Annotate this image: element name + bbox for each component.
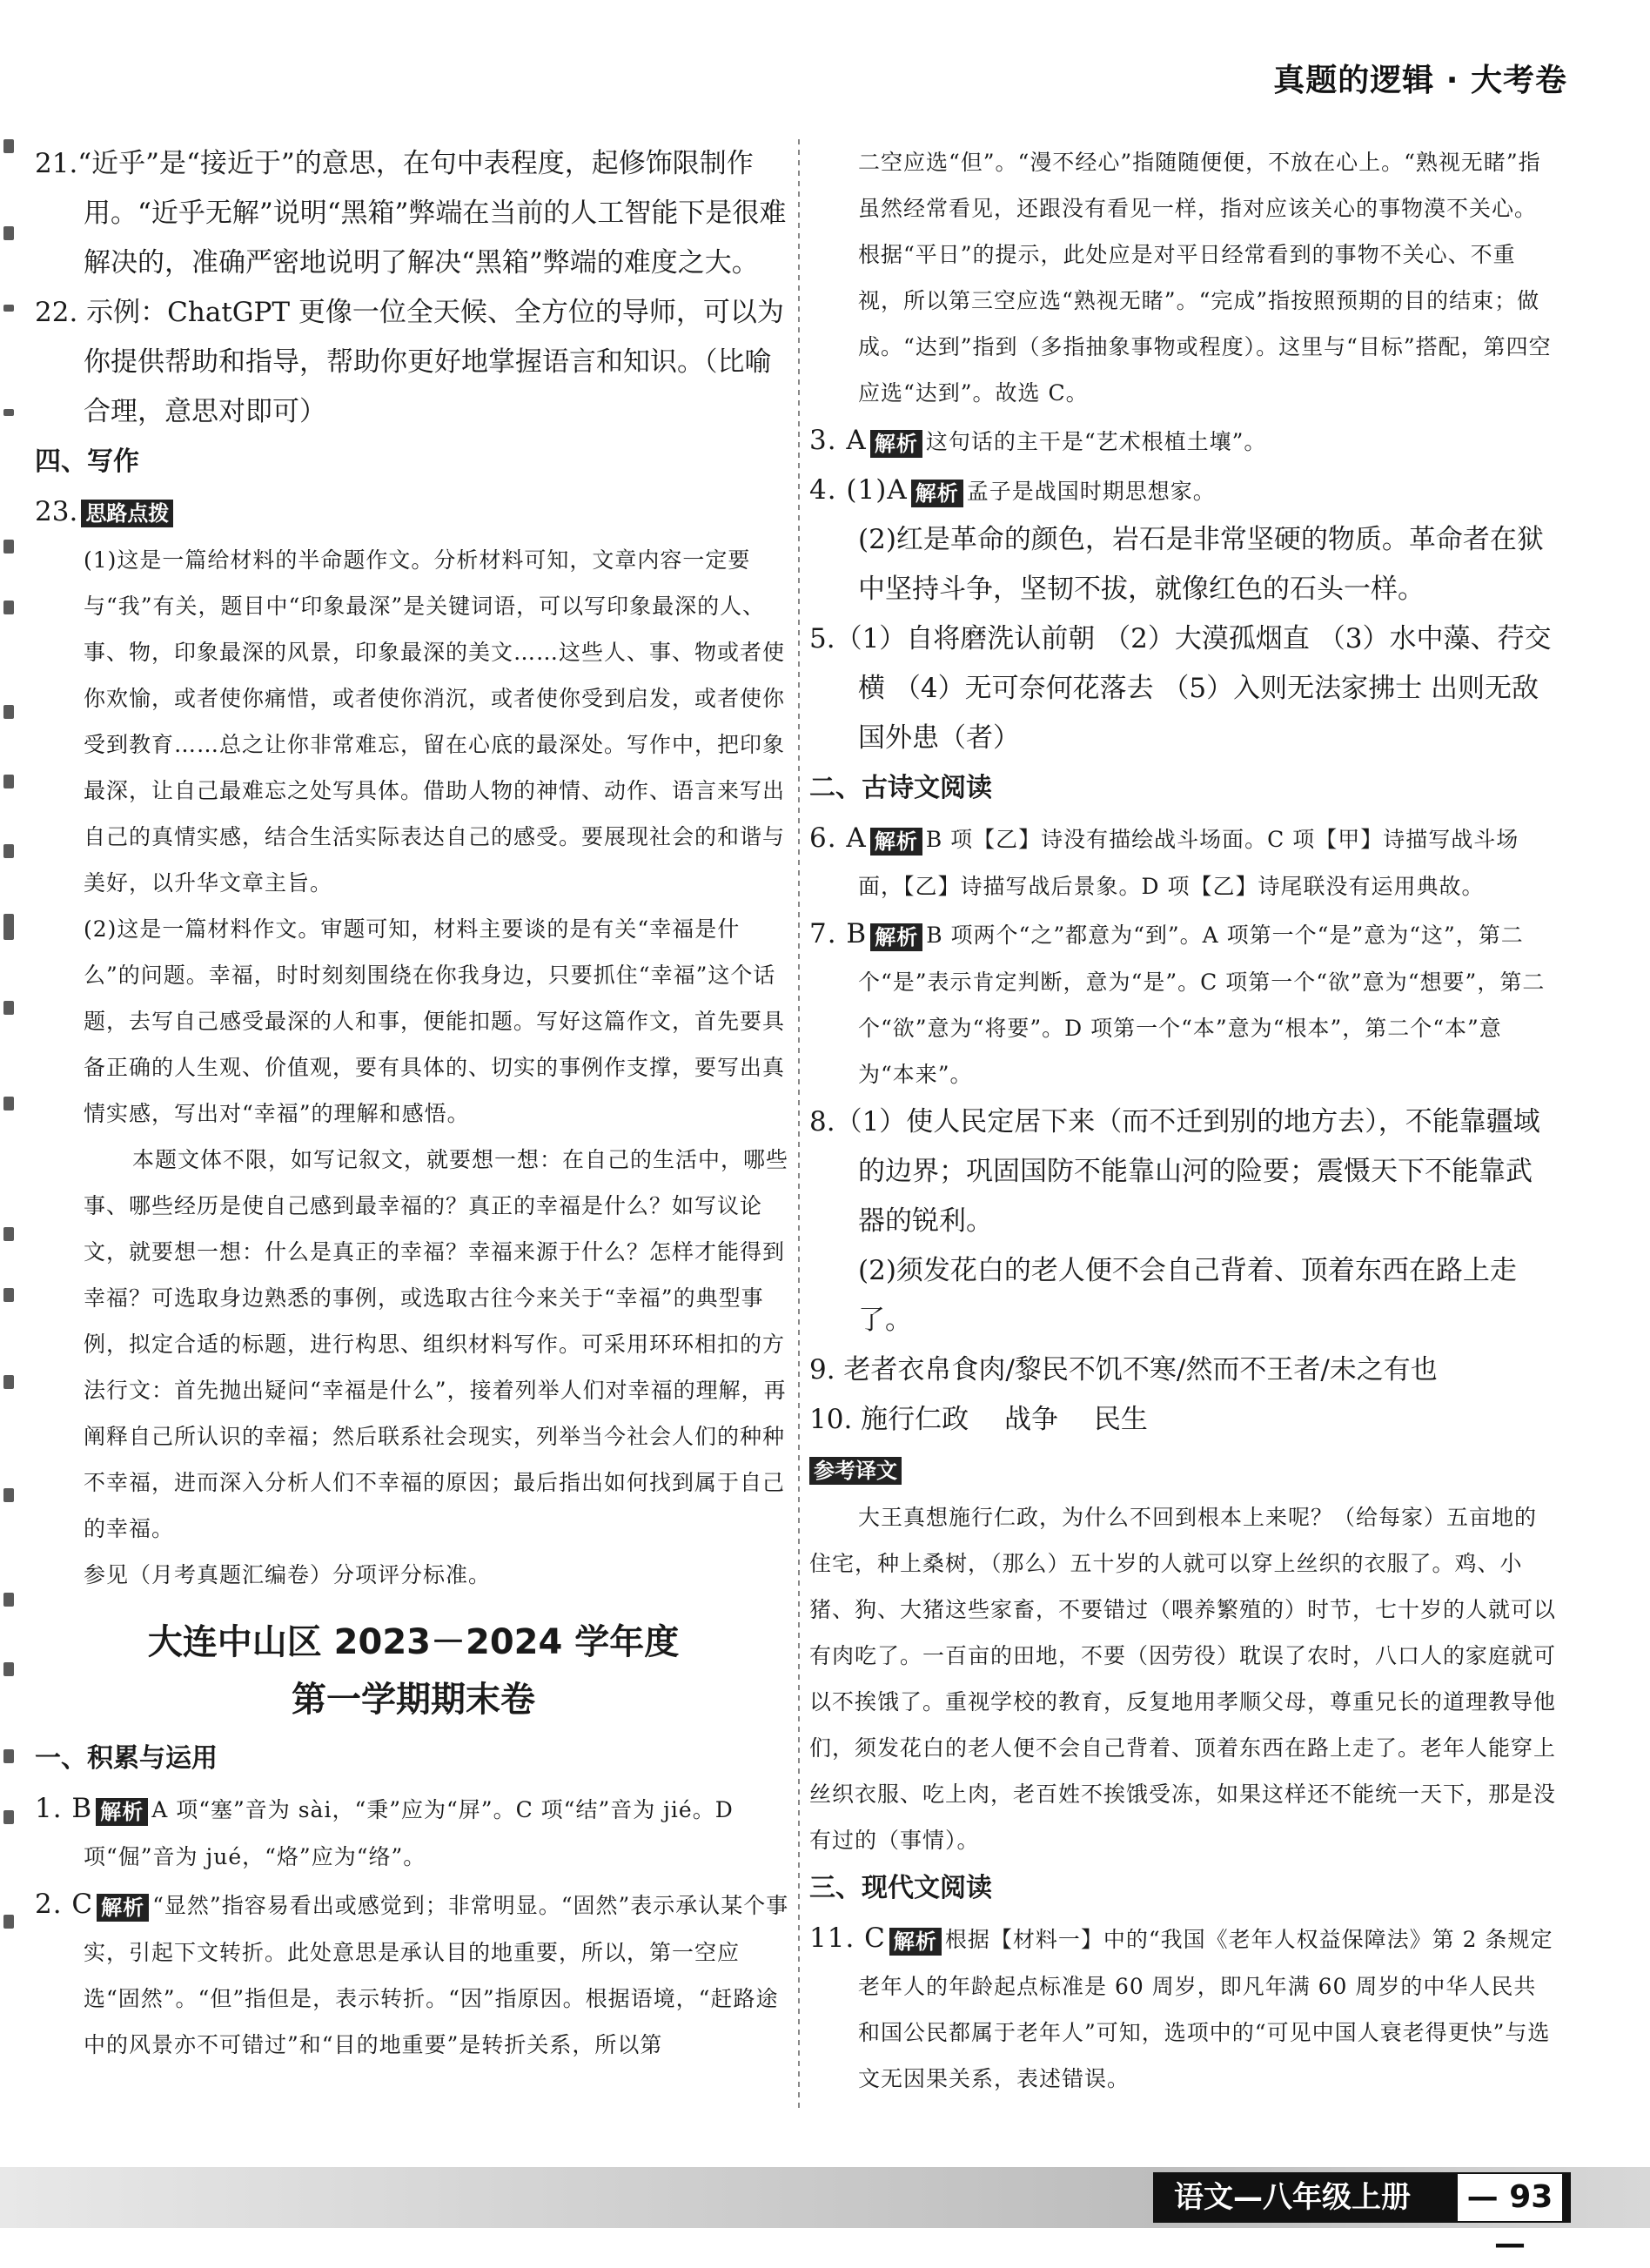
answer-23-part1: (1)这是一篇给材料的半命题作文。分析材料可知，文章内容一定要与“我”有关，题目中“印象最深”是关键词语，可以写印象最深的人、事、物，印象最深的风景，印象最深的美文……这些人、事、物或者使你欢愉，或者使你痛惜，或者使你消沉，或者使你受到启发，或者使你受到教育……总之让你非常难忘，留在心底的最深处。写作中，把印象最深，让自己最难忘之处写具体。借助人物的神情、动作、语言来写出自己的真情实感，结合生活实际表达自己的感受。要展现社会的和谐与美好，以升华文章主旨。 <box>84 547 786 896</box>
left-column <box>35 139 792 2068</box>
column-divider <box>798 139 800 2110</box>
answer-11 <box>809 1914 1558 2102</box>
header-title: 真题的逻辑 · 大考卷 <box>1273 63 1567 98</box>
answer-22: 22. 示例：ChatGPT 更像一位全天候、全方位的导师，可以为你提供帮助和指导，帮助你更好地掌握语言和知识。（比喻合理，意思对即可） <box>35 297 784 427</box>
analysis-tag: 解析 <box>870 923 922 951</box>
answer-7 <box>809 909 1558 1097</box>
answer-10: 10. 施行仁政 战争 民生 <box>809 1404 1148 1435</box>
translation-text: 大王真想施行仁政，为什么不回到根本上来呢？（给每家）五亩地的住宅，种上桑树，（那么）五十岁的人就可以穿上丝织的衣服了。鸡、小猪、狗、大猪这些家畜，不要错过（喂养繁殖的）时节，七十岁的人就可以有肉吃了。一百亩的田地，不要（因劳役）耽误了农时，八口人的家庭就可以不挨饿了。重视学校的教育，反复地用孝顺父母，尊重兄长的道理教导他们，须发花白的老人便不会自己背着、顶着东西在路上走了。老年人能穿上丝织衣服、吃上肉，老百姓不挨饿受冻，如果这样还不能统一天下，那是没有过的（事情）。 <box>809 1505 1557 1853</box>
answer-9: 9. 老者衣帛食肉/黎民不饥不寒/然而不王者/未之有也 <box>809 1354 1438 1386</box>
tip-tag: 思路点拨 <box>81 500 173 527</box>
analysis-tag: 解析 <box>870 828 922 856</box>
answer-1-number: 1. B <box>35 1793 93 1824</box>
answer-5: 5.（1）自将磨洗认前朝 （2）大漠孤烟直 （3）水中藻、荇交横 （4）无可奈何花落去 （5）入则无法家拂士 出则无敌国外患（者） <box>809 623 1552 754</box>
answer-6-text: B 项【乙】诗没有描绘战斗场面。C 项【甲】诗描写战斗场面，【乙】诗描写战后景象。D 项【乙】诗尾联没有运用典故。 <box>858 827 1519 899</box>
answer-1-text: A 项“塞”音为 sài，“秉”应为“屏”。C 项“结”音为 jié。D 项“倔”音为 jué，“烙”应为“络”。 <box>84 1797 734 1869</box>
answer-2 <box>35 1880 792 2068</box>
page-edge-marks <box>0 131 17 2089</box>
answer-7-number: 7. B <box>809 918 868 949</box>
answer-2-text: “显然”指容易看出或感觉到；非常明显。“固然”表示承认某个事实，引起下文转折。此处意思是承认目的地重要，所以，第一空应选“固然”。“但”指但是，表示转折。“因”指原因。根据语境，“赶路途中的风景亦不可错过”和“目的地重要”是转折关系，所以第 <box>84 1893 789 2057</box>
answer-8-1: 8.（1）使人民定居下来（而不迁到别的地方去），不能靠疆域的边界；巩固国防不能靠山河的险要；震慑天下不能靠武器的锐利。 <box>809 1106 1540 1237</box>
answer-3-text: 这句话的主干是“艺术根植土壤”。 <box>925 429 1267 454</box>
footer-subject: 语文—八年级上册 <box>1153 2172 1571 2223</box>
answer-6 <box>809 814 1558 909</box>
answer-3-number: 3. A <box>809 425 867 456</box>
answer-3 <box>809 416 1558 466</box>
page-number: — 93 — <box>1458 2174 1562 2221</box>
exam-title-line2: 第一学期期末卷 <box>292 1680 535 1720</box>
answer-7-text: B 项两个“之”都意为“到”。A 项第一个“是”意为“这”，第二个“是”表示肯定判断，意为“是”。C 项第一个“欲”意为“想要”，第二个“欲”意为“将要”。D 项第一个“本”意为“根本”，第二个“本”意为“本来”。 <box>858 923 1546 1087</box>
exam-title-line1: 大连中山区 2023－2024 学年度 <box>147 1622 680 1662</box>
analysis-tag: 解析 <box>870 430 922 458</box>
answer-2-continued: 二空应选“但”。“漫不经心”指随随便便，不放在心上。“熟视无睹”指虽然经常看见，还跟没有看见一样，指对应该关心的事物漠不关心。根据“平日”的提示，此处应是对平日经常看到的事物不关心、不重视，所以第三空应选“熟视无睹”。“完成”指按照预期的目的结束；做成。“达到”指到（多指抽象事物或程度）。这里与“目标”搭配，第四空应选“达到”。故选 C。 <box>858 150 1552 406</box>
answer-23-part2: (2)这是一篇材料作文。审题可知，材料主要谈的是有关“幸福是什么”的问题。幸福，时时刻刻围绕在你我身边，只要抓住“幸福”这个话题，去写自己感受最深的人和事，便能扣题。写好这篇作文，首先要具备正确的人生观、价值观，要有具体的、切实的事例作支撑，要写出真情实感，写出对“幸福”的理解和感悟。 <box>84 916 786 1126</box>
answer-4-2: (2)红是革命的颜色，岩石是非常坚硬的物质。革命者在狱中坚持斗争，坚韧不拔，就像红色的石头一样。 <box>858 524 1544 605</box>
answer-11-number: 11. C <box>809 1922 886 1954</box>
answer-4-number: 4. (1)A <box>809 474 908 506</box>
section-heading-writing: 四、写作 <box>35 446 139 477</box>
section-heading-classical: 二、古诗文阅读 <box>809 773 992 803</box>
answer-4-text: 孟子是战国时期思想家。 <box>966 479 1216 504</box>
exam-title <box>35 1614 792 1728</box>
answer-11-text: 根据【材料一】中的“我国《老年人权益保障法》第 2 条规定老年人的年龄起点标准是 60 周岁，即凡年满 60 周岁的中华人民共和国公民都属于老年人”可知，选项中的“可见中国人衰老得更快”与选文无因果关系，表述错误。 <box>858 1927 1553 2091</box>
answer-8-2: (2)须发花白的老人便不会自己背着、顶着东西在路上走了。 <box>858 1255 1517 1336</box>
answer-4-1 <box>809 466 1558 515</box>
right-column <box>809 139 1558 2102</box>
answer-23-heading <box>35 487 792 537</box>
analysis-tag: 解析 <box>96 1798 148 1826</box>
answer-23-part3: 本题文体不限，如写记叙文，就要想一想：在自己的生活中，哪些事、哪些经历是使自己感到最幸福的？真正的幸福是什么？如写议论文，就要想一想：什么是真正的幸福？幸福来源于什么？怎样才能得到幸福？可选取身边熟悉的事例，或选取古往今来关于“幸福”的典型事例，拟定合适的标题，进行构思、组织材料写作。可采用环环相扣的方法行文：首先抛出疑问“幸福是什么”，接着列举人们对幸福的理解，再阐释自己所认识的幸福；然后联系社会现实，列举当今社会人们的种种不幸福，进而深入分析人们不幸福的原因；最后指出如何找到属于自己的幸福。 <box>84 1147 789 1541</box>
answer-2-number: 2. C <box>35 1889 94 1920</box>
translation-heading <box>806 1445 1558 1494</box>
answer-23-note: 参见（月考真题汇编卷）分项评分标准。 <box>84 1562 492 1587</box>
analysis-tag: 解析 <box>97 1894 149 1922</box>
analysis-tag: 解析 <box>911 480 963 507</box>
answer-21: 21.“近乎”是“接近于”的意思，在句中表程度，起修饰限制作用。“近乎无解”说明“黑箱”弊端在当前的人工智能下是很难解决的，准确严密地说明了解决“黑箱”弊端的难度之大。 <box>35 148 787 278</box>
answer-1 <box>35 1784 792 1880</box>
answer-6-number: 6. A <box>809 822 867 854</box>
section-heading-modern: 三、现代文阅读 <box>809 1873 992 1903</box>
translation-tag: 参考译文 <box>809 1457 902 1485</box>
section-heading-accumulation: 一、积累与运用 <box>35 1743 218 1774</box>
analysis-tag: 解析 <box>889 1928 942 1956</box>
answer-23-number: 23. <box>35 496 78 527</box>
